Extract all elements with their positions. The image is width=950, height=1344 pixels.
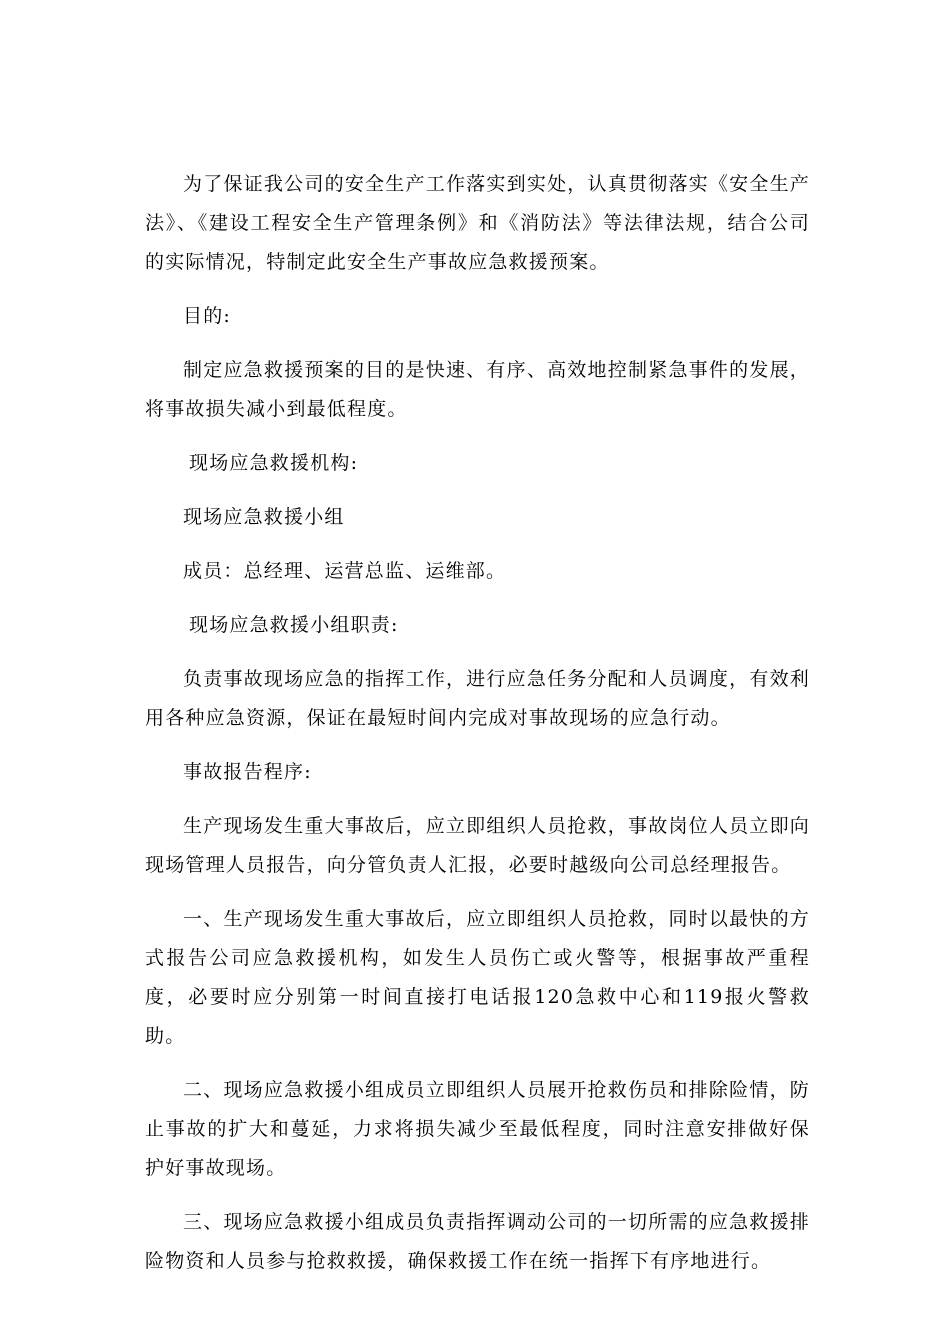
- procedure-step-1: 一、生产现场发生重大事故后，应立即组织人员抢救，同时以最快的方式报告公司应急救援机构，如发生人员伤亡或火警等，根据事故严重程度，必要时应分别第一时间直接打电话报120急救中心和119报火警救助。: [145, 908, 810, 1047]
- organization-heading: 现场应急救援机构:: [189, 452, 359, 474]
- report-procedure-paragraph: 生产现场发生重大事故后，应立即组织人员抢救，事故岗位人员立即向现场管理人员报告，向分管负责人汇报，必要时越级向公司总经理报告。: [145, 815, 810, 876]
- document-body: [145, 165, 810, 1296]
- team-members: 成员：总经理、运营总监、运维部。: [183, 560, 507, 582]
- intro-paragraph: 为了保证我公司的安全生产工作落实到实处，认真贯彻落实《安全生产法》、《建设工程安全生产管理条例》和《消防法》等法律法规，结合公司的实际情况，特制定此安全生产事故应急救援预案。: [145, 173, 810, 273]
- procedure-step-3: 三、现场应急救援小组成员负责指挥调动公司的一切所需的应急救援排险物资和人员参与抢救救援，确保救援工作在统一指挥下有序地进行。: [145, 1211, 810, 1272]
- team-duties-paragraph: 负责事故现场应急的指挥工作，进行应急任务分配和人员调度，有效利用各种应急资源，保证在最短时间内完成对事故现场的应急行动。: [145, 668, 810, 729]
- procedure-step-2: 二、现场应急救援小组成员立即组织人员展开抢救伤员和排除险情，防止事故的扩大和蔓延，力求将损失减少至最低程度，同时注意安排做好保护好事故现场。: [145, 1079, 810, 1179]
- purpose-heading: 目的:: [183, 305, 232, 327]
- rescue-team-title: 现场应急救援小组: [183, 506, 345, 528]
- report-procedure-heading: 事故报告程序:: [183, 761, 312, 783]
- purpose-paragraph: 制定应急救援预案的目的是快速、有序、高效地控制紧急事件的发展，将事故损失减小到最低程度。: [145, 359, 810, 420]
- team-duties-heading: 现场应急救援小组职责:: [189, 614, 399, 636]
